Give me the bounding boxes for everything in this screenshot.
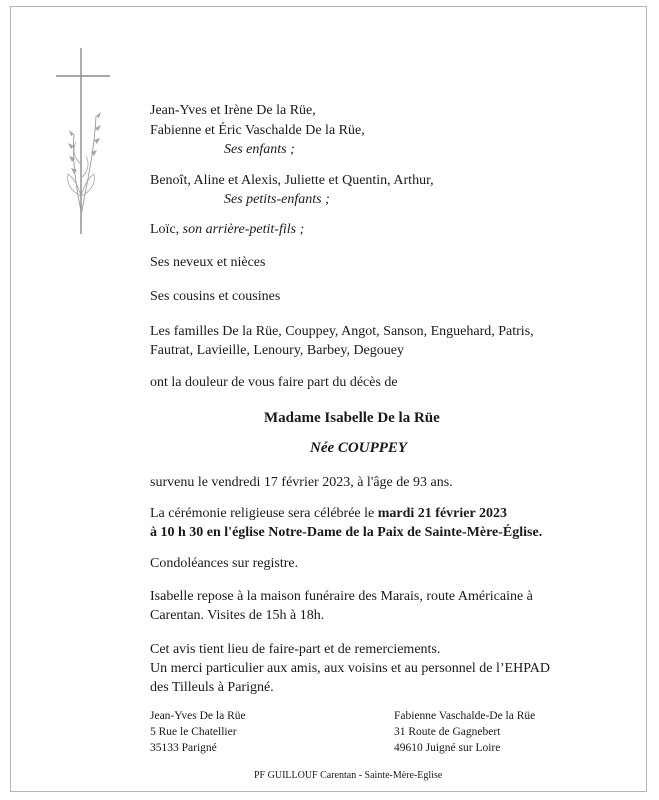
arriere-petit-fils: [150, 221, 304, 238]
funeral-home-footer: PF GUILLOUF Carentan - Sainte-Mère-Eglise: [254, 770, 443, 781]
familles-line-2: Fautrat, Lavieille, Lenoury, Barbey, Degouey: [150, 343, 404, 358]
ceremony-line-1: [150, 505, 507, 522]
ceremony-intro: La cérémonie religieuse sera célébrée le: [150, 506, 375, 521]
ceremony-place: à 10 h 30 en l'église Notre-Dame de la Paix de Sainte-Mère-Église.: [150, 525, 543, 540]
familles-line-1: Les familles De la Rüe, Couppey, Angot, Sanson, Enguehard, Patris,: [150, 324, 534, 339]
address-right-city: 49610 Juigné sur Loire: [394, 742, 501, 754]
address-left-street: 5 Rue le Chatellier: [150, 726, 237, 738]
avis-line-1: Cet avis tient lieu de faire-part et de remerciements.: [150, 642, 441, 657]
address-right-street: 31 Route de Gagnebert: [394, 726, 501, 738]
deceased-name: Madame Isabelle De la Rüe: [264, 410, 440, 426]
enfants-line-1: Jean-Yves et Irène De la Rüe,: [150, 103, 316, 118]
deceased-maiden-name: Née COUPPEY: [310, 440, 408, 456]
condolences-line: Condoléances sur registre.: [150, 556, 299, 571]
address-left-city: 35133 Parigné: [150, 742, 217, 754]
arriere-role: son arrière-petit-fils ;: [182, 222, 305, 237]
enfants-role: Ses enfants ;: [224, 142, 295, 157]
repose-line-1: Isabelle repose à la maison funéraire des Marais, route Américaine à: [150, 589, 533, 604]
avis-line-3: des Tilleuls à Parigné.: [150, 680, 274, 695]
arriere-name: Loïc,: [150, 222, 180, 237]
avis-line-2: Un merci particulier aux amis, aux voisins et au personnel de l’EHPAD: [150, 661, 550, 676]
enfants-line-2: Fabienne et Éric Vaschalde De la Rüe,: [150, 123, 365, 138]
cross-with-wheat-icon: [50, 46, 126, 236]
address-left-name: Jean-Yves De la Rüe: [150, 710, 246, 722]
neveux-line: Ses neveux et nièces: [150, 255, 266, 270]
petits-enfants-line: Benoît, Aline et Alexis, Juliette et Quentin, Arthur,: [150, 173, 434, 188]
cousins-line: Ses cousins et cousines: [150, 289, 281, 304]
petits-enfants-role: Ses petits-enfants ;: [224, 192, 330, 207]
death-line: survenu le vendredi 17 février 2023, à l'âge de 93 ans.: [150, 475, 453, 490]
announce-line: ont la douleur de vous faire part du décès de: [150, 375, 398, 390]
ceremony-date: mardi 21 février 2023: [377, 506, 507, 521]
repose-line-2: Carentan. Visites de 15h à 18h.: [150, 608, 325, 623]
address-right-name: Fabienne Vaschalde-De la Rüe: [394, 710, 536, 722]
